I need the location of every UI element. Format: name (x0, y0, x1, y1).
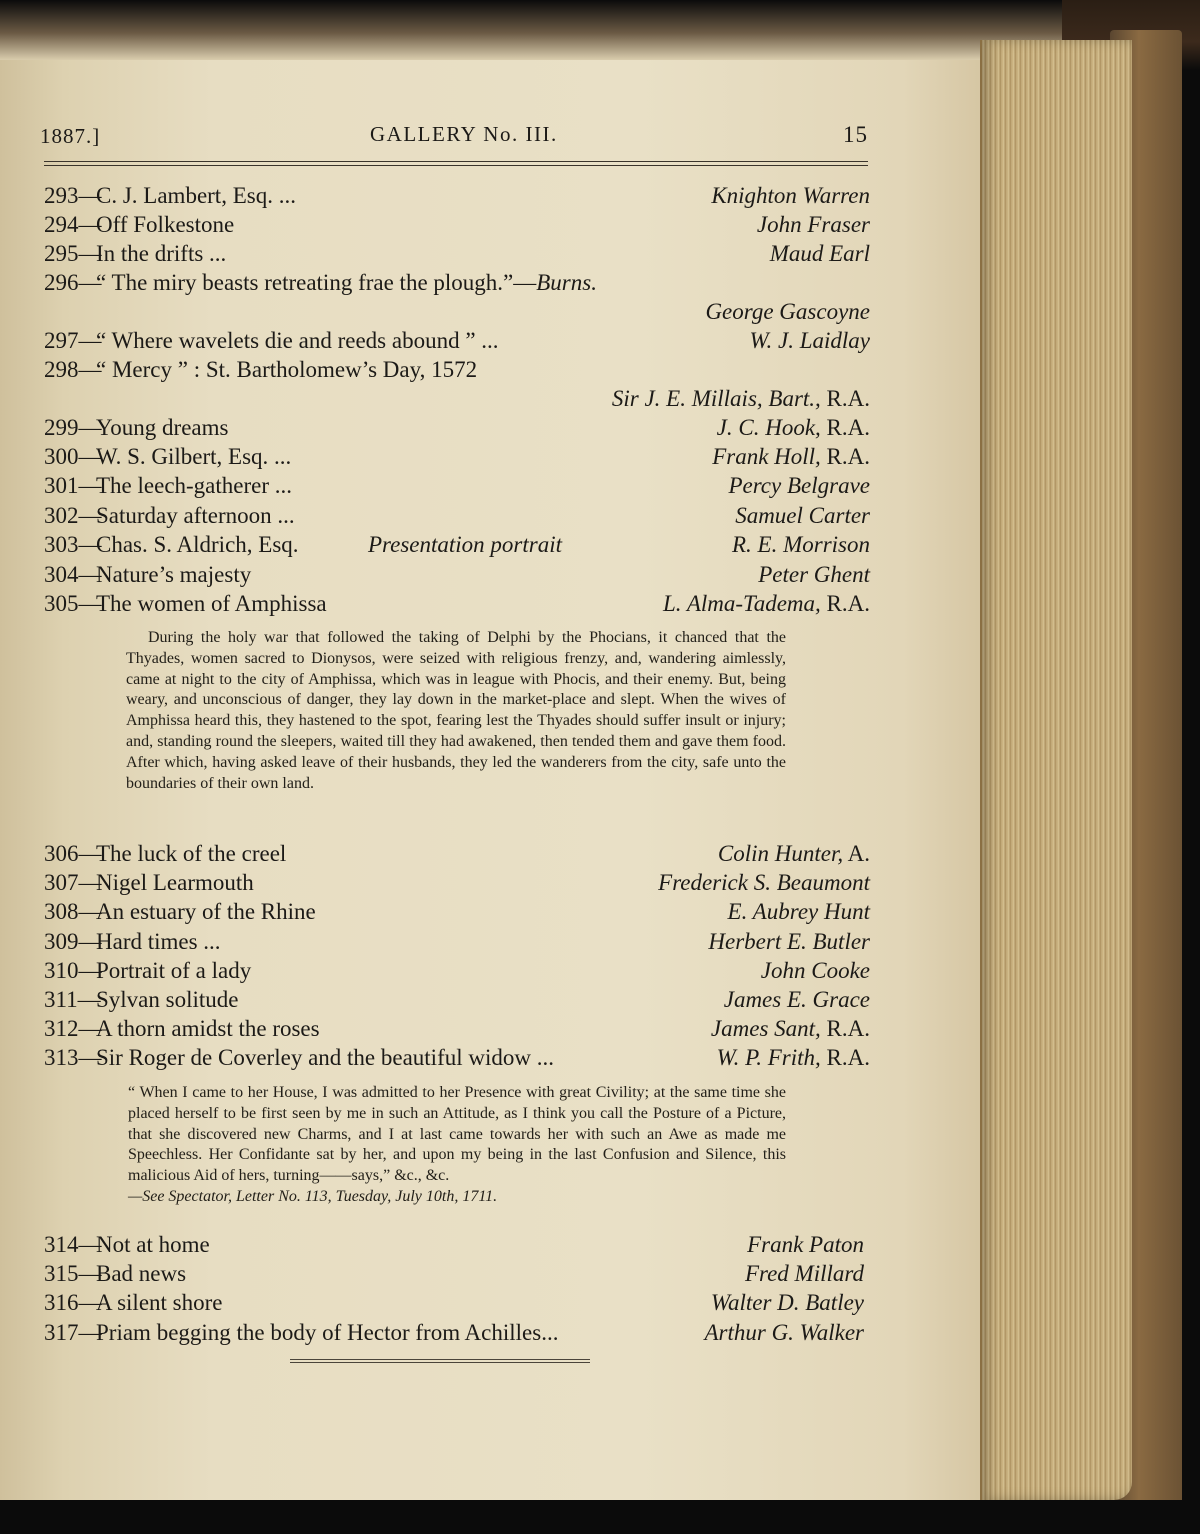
entry-number: 317— (44, 1319, 102, 1345)
entry-artist: E. Aubrey Hunt (727, 899, 870, 925)
entry-title: Nature’s majesty (96, 562, 252, 587)
catalogue-entries-304-305 (44, 560, 870, 618)
entry-number: 296— (44, 270, 102, 295)
catalogue-entry (44, 268, 870, 297)
entry-artist: Sir J. E. Millais, Bart., R.A. (611, 386, 870, 412)
entry-artist: W. P. Frith, R.A. (716, 1045, 870, 1071)
bottom-shadow (0, 1500, 1200, 1534)
entry-number: 301— (44, 473, 102, 499)
entry-quote-author: Burns. (536, 270, 597, 295)
entry-number: 302— (44, 502, 102, 528)
note-313 (128, 1083, 786, 1208)
catalogue-entry (44, 985, 870, 1014)
entry-number: 310— (44, 957, 102, 983)
entry-number: 297— (44, 328, 102, 353)
entry-title: W. S. Gilbert, Esq. ... (96, 444, 292, 470)
catalogue-entry-298 (44, 355, 870, 413)
entry-artist: John Fraser (756, 212, 870, 238)
entry-title: Off Folkestone (96, 212, 235, 238)
header-year: 1887.] (40, 124, 101, 148)
entry-subtitle: Presentation portrait (368, 532, 563, 557)
entry-number: 314— (44, 1232, 102, 1257)
entry-title: The luck of the creel (96, 841, 287, 866)
entry-title: Not at home (96, 1232, 210, 1257)
entry-number: 298— (44, 357, 102, 382)
catalogue-entry-296 (44, 268, 870, 326)
catalogue-entry (44, 1318, 864, 1347)
catalogue-entry-297 (44, 326, 870, 355)
entry-number: 295— (44, 241, 102, 267)
entry-artist: Percy Belgrave (728, 473, 870, 499)
entry-title: Young dreams (96, 415, 229, 440)
entry-title: “ Where wavelets die and reeds abound ” ... (96, 328, 499, 353)
catalogue-entry (44, 560, 870, 589)
catalogue-entry (44, 355, 870, 384)
entry-artist: Fred Millard (744, 1261, 864, 1287)
entry-title: The leech-gatherer ... (96, 473, 293, 499)
catalogue-entry (44, 1014, 870, 1043)
catalogue-entries-293-295 (44, 181, 870, 269)
entry-artist: Frank Holl, R.A. (712, 444, 870, 470)
entry-artist: John Cooke (760, 957, 870, 983)
catalogue-entry (44, 927, 870, 956)
catalogue-entry (44, 530, 870, 559)
entry-number: 304— (44, 562, 102, 587)
entry-artist: L. Alma-Tadema, R.A. (662, 591, 870, 617)
entry-number: 294— (44, 212, 102, 238)
entry-number: 316— (44, 1290, 102, 1316)
entry-artist: Herbert E. Butler (708, 928, 870, 954)
entry-title: “ The miry beasts retreating frae the plough.”— (96, 270, 537, 295)
entry-number: 300— (44, 444, 102, 470)
catalogue-entry (44, 413, 870, 442)
page-number: 15 (843, 122, 868, 147)
entry-artist: James E. Grace (723, 986, 870, 1012)
entry-artist: Peter Ghent (758, 562, 870, 587)
catalogue-entries-299-302 (44, 413, 870, 530)
entry-title: Priam begging the body of Hector from Achilles... (96, 1319, 559, 1345)
catalogue-entry (44, 839, 870, 868)
entry-number: 307— (44, 870, 102, 896)
catalogue-entry (44, 471, 870, 500)
catalogue-entry (44, 181, 870, 210)
catalogue-entry (44, 210, 870, 239)
catalogue-entries-306-313 (44, 839, 870, 1073)
entry-artist: Colin Hunter, A. (717, 841, 870, 866)
entry-artist: Frederick S. Beaumont (658, 870, 870, 896)
entry-number: 312— (44, 1016, 102, 1042)
entry-title: Chas. S. Aldrich, Esq. (96, 532, 299, 557)
entry-title: Nigel Learmouth (96, 870, 254, 896)
entry-title: An estuary of the Rhine (96, 899, 316, 925)
entry-number: 313— (44, 1045, 102, 1071)
end-rule (290, 1359, 590, 1363)
entry-number: 299— (44, 415, 102, 440)
entry-title: C. J. Lambert, Esq. ... (96, 183, 296, 208)
entry-title: “ Mercy ” : St. Bartholomew’s Day, 1572 (96, 357, 478, 382)
entry-title: Hard times ... (96, 928, 221, 954)
entry-artist-line (44, 297, 870, 326)
entry-artist: Knighton Warren (711, 183, 870, 208)
catalogue-entry (44, 239, 870, 268)
catalogue-entry (44, 897, 870, 926)
entry-title: Saturday afternoon ... (96, 502, 295, 528)
catalogue-entry (44, 1288, 864, 1317)
entry-number: 308— (44, 899, 102, 925)
catalogue-entry (44, 501, 870, 530)
entry-title: In the drifts ... (96, 241, 227, 267)
page-stack-edge (980, 40, 1132, 1500)
entry-title: A silent shore (96, 1290, 223, 1316)
catalogue-entries-314-317 (44, 1230, 864, 1347)
entry-title: A thorn amidst the roses (96, 1016, 320, 1042)
note-305 (126, 628, 786, 794)
entry-artist: George Gascoyne (705, 299, 870, 325)
entry-number: 293— (44, 183, 102, 208)
entry-artist: Arthur G. Walker (704, 1319, 864, 1345)
entry-artist: Walter D. Batley (710, 1290, 864, 1316)
catalogue-entry (44, 1043, 870, 1072)
entry-number: 309— (44, 928, 102, 954)
header-rule (44, 161, 868, 166)
entry-artist: J. C. Hook, R.A. (716, 415, 870, 440)
header-gallery: GALLERY No. III. (370, 122, 558, 146)
catalogue-entry-303 (44, 530, 870, 559)
page-top-shadow (0, 0, 1062, 60)
catalogue-entry (44, 956, 870, 985)
entry-artist: W. J. Laidlay (749, 328, 870, 353)
note-citation: —See Spectator, Letter No. 113, Tuesday, July 10th, 1711. (128, 1187, 498, 1205)
entry-artist: Samuel Carter (735, 502, 870, 528)
entry-number: 315— (44, 1261, 102, 1287)
catalogue-entry (44, 442, 870, 471)
entry-title: The women of Amphissa (96, 591, 327, 617)
entry-artist-line (44, 384, 870, 413)
note-text: During the holy war that followed the taking of Delphi by the Phocians, it chanced that the Thyades, women sacred to Dionysos, were seized with religious frenzy, and, wandering aimlessly, came at night to the city of Amphissa, which was in league with Phocis, and their enemy. But, being weary, and unconscious of danger, they lay down in the market-place and slept. When the wives of Amphissa heard this, they hastened to the spot, fearing lest the Thyades should suffer insult or injury; and, standing round the sleepers, waited till they had awakened, then tended them and gave them food. After which, having asked leave of their husbands, they led the wanderers from the city, safe unto the boundaries of their own land. (126, 629, 786, 792)
entry-title: Sylvan solitude (96, 986, 239, 1012)
entry-artist: Maud Earl (769, 241, 870, 267)
catalogue-entry (44, 589, 870, 618)
catalogue-entry (44, 868, 870, 897)
entry-number: 311— (44, 986, 101, 1012)
entry-title: Bad news (96, 1261, 187, 1287)
entry-number: 306— (44, 841, 102, 866)
entry-artist: Frank Paton (747, 1232, 864, 1257)
entry-number: 305— (44, 591, 102, 617)
catalogue-entry (44, 326, 870, 355)
running-header (40, 118, 868, 158)
catalogue-entry (44, 1230, 864, 1259)
entry-number: 303— (44, 532, 102, 557)
catalogue-entry (44, 1259, 864, 1288)
note-text: “ When I came to her House, I was admitted to her Presence with great Civility; at the same time she placed herself to be first seen by me in such an Attitude, as I think you call the Posture of a Picture, that she discovered new Charms, and I at last came towards her with such an Awe as made me Speechless. Her Confidante sat by her, and upon my being in the last Confusion and Silence, this malicious Aid of hers, turning——says,” &c., &c. (128, 1084, 786, 1185)
entry-title: Sir Roger de Coverley and the beautiful widow ... (96, 1045, 554, 1071)
entry-artist: R. E. Morrison (732, 532, 870, 557)
entry-artist: James Sant, R.A. (710, 1016, 870, 1042)
entry-title: Portrait of a lady (96, 957, 252, 983)
